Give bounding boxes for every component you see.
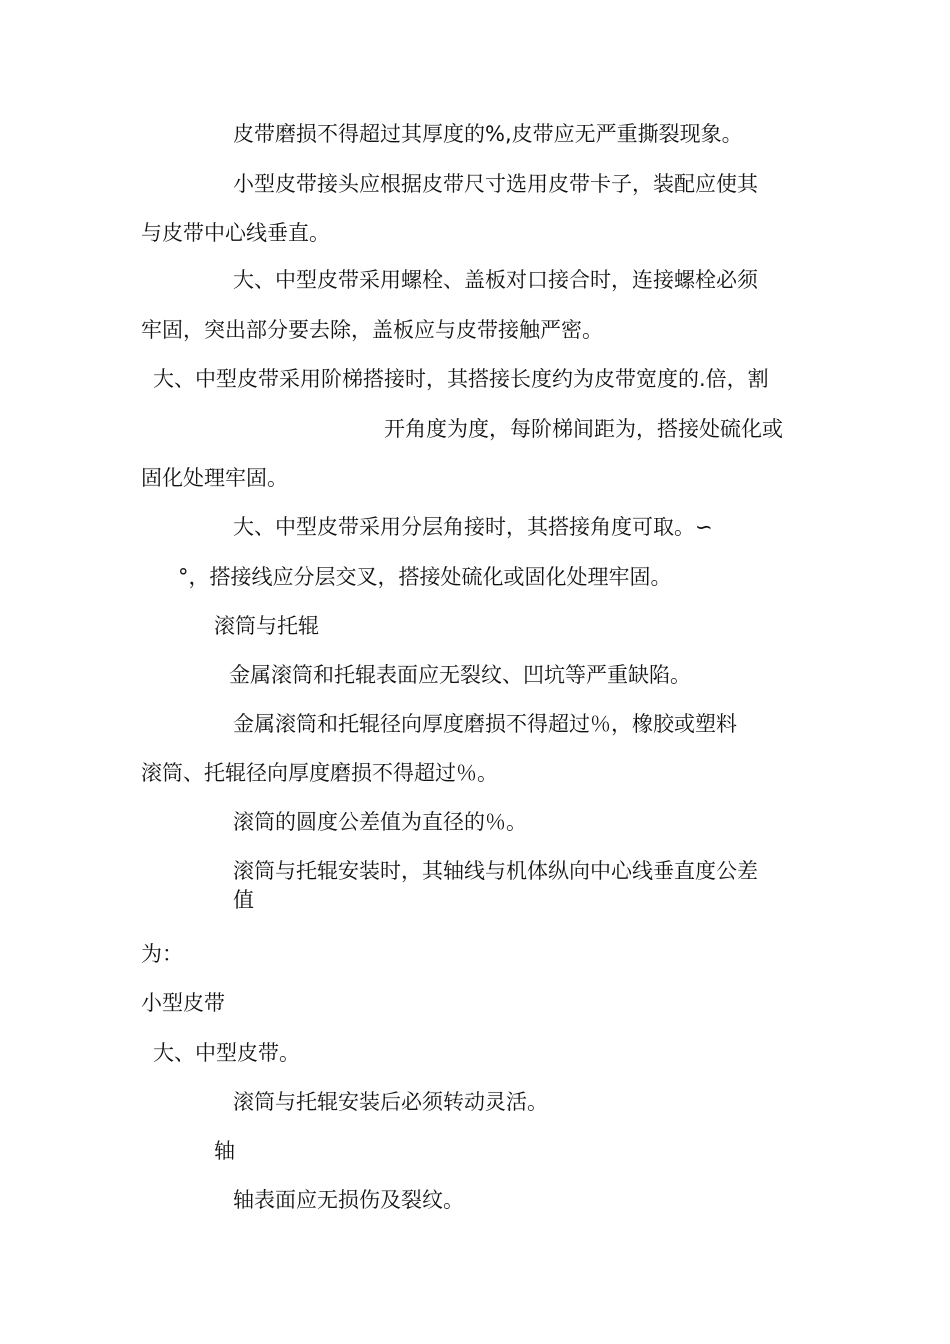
text-line: 固化处理牢固。 — [141, 466, 288, 490]
section-heading: 滚筒与托辊 — [214, 614, 319, 638]
text-line: 牢固，突出部分要去除，盖板应与皮带接触严密。 — [141, 318, 603, 342]
text-line: 大、中型皮带采用螺栓、盖板对口接合时，连接螺栓必须 — [233, 268, 758, 292]
text-line: 滚筒、托辊径向厚度磨损不得超过％。 — [141, 761, 498, 785]
text-line: 大、中型皮带采用阶梯搭接时，其搭接长度约为皮带宽度的.倍，割 — [153, 367, 769, 391]
text-line: 开角度为度，每阶梯间距为，搭接处硫化或 — [384, 417, 783, 441]
text-line: 金属滚筒和托辊径向厚度磨损不得超过％，橡胶或塑料 — [233, 712, 737, 736]
text-line: 轴表面应无损伤及裂纹。 — [233, 1188, 464, 1212]
text-line: °，搭接线应分层交叉，搭接处硫化或固化处理牢固。 — [178, 565, 672, 589]
text-line: 为： — [141, 942, 183, 966]
text-line: 大、中型皮带。 — [153, 1041, 300, 1065]
text-line: 金属滚筒和托辊表面应无裂纹、凹坑等严重缺陷。 — [229, 663, 691, 687]
text-line: 皮带磨损不得超过其厚度的%,皮带应无严重撕裂现象。 — [233, 122, 743, 146]
text-line: 小型皮带接头应根据皮带尺寸选用皮带卡子，装配应使其 — [233, 172, 758, 196]
text-line: 大、中型皮带采用分层角接时，其搭接角度可取。∽ — [233, 515, 713, 539]
text-line: 滚筒与托辊安装后必须转动灵活。 — [233, 1090, 548, 1114]
section-heading: 轴 — [214, 1139, 235, 1163]
text-line: 滚筒的圆度公差值为直径的％。 — [233, 810, 527, 834]
text-line: 值 — [233, 888, 254, 912]
text-line: 滚筒与托辊安装时，其轴线与机体纵向中心线垂直度公差 — [233, 859, 758, 883]
text-line: 小型皮带 — [141, 991, 225, 1015]
text-line: 与皮带中心线垂直。 — [141, 221, 330, 245]
